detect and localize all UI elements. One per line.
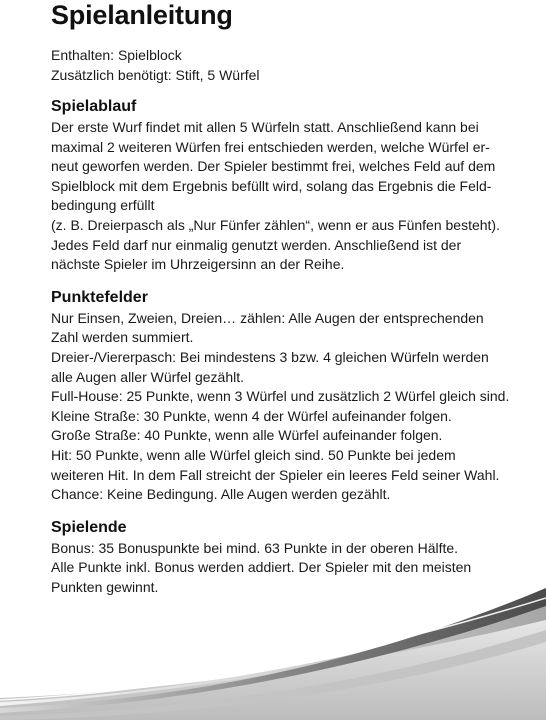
section-heading: Punktefelder [51, 288, 148, 306]
page-title: Spielanleitung [51, 0, 233, 30]
text-line: Zahl werden summiert. [51, 329, 194, 346]
text-line: bedingung erfüllt [51, 197, 155, 214]
text-line: alle Augen aller Würfel gezählt. [51, 368, 244, 385]
decorative-swoosh-graphic [0, 580, 546, 720]
text-line: Hit: 50 Punkte, wenn alle Würfel gleich sind. 50 Punkte bei jedem [51, 446, 456, 463]
section-heading: Spielende [51, 518, 127, 536]
section-heading: Spielablauf [51, 98, 137, 115]
section-body [51, 118, 531, 275]
text-line: Bonus: 35 Bonuspunkte bei mind. 63 Punkte in der oberen Hälfte. [51, 539, 459, 556]
contents-line: Enthalten: Spielblock [51, 47, 182, 63]
text-line: Punkten gewinnt. [51, 578, 159, 595]
text-line: weiteren Hit. In dem Fall streicht der Spieler ein leeres Feld seiner Wahl. [51, 466, 500, 483]
section-body [51, 309, 531, 505]
text-line: Nur Einsen, Zweien, Dreien… zählen: Alle Augen der entsprechenden [51, 309, 484, 326]
text-line: maximal 2 weiteren Würfen frei entschieden werden, welche Würfel er- [51, 138, 490, 155]
text-line: Jedes Feld darf nur einmalig genutzt werden. Anschließend ist der [51, 236, 462, 253]
text-line: nächste Spieler im Uhrzeigersinn an der Reihe. [51, 256, 345, 273]
text-line: neut geworfen werden. Der Spieler bestimmt frei, welches Feld auf dem [51, 158, 496, 175]
text-line: Große Straße: 40 Punkte, wenn alle Würfel aufeinander folgen. [51, 427, 443, 444]
text-line: Dreier-/Viererpasch: Bei mindestens 3 bzw. 4 gleichen Würfeln werden [51, 348, 489, 365]
page-content [51, 0, 531, 597]
text-line: Full-House: 25 Punkte, wenn 3 Würfel und zusätzlich 2 Würfel gleich sind. [51, 388, 510, 405]
section-gameplay [51, 97, 531, 275]
text-line: Alle Punkte inkl. Bonus werden addiert. Der Spieler mit den meisten [51, 559, 472, 576]
text-line: Kleine Straße: 30 Punkte, wenn 4 der Würfel aufeinander folgen. [51, 407, 452, 424]
section-score-fields [51, 288, 531, 505]
requirements-line: Zusätzlich benötigt: Stift, 5 Würfel [51, 66, 260, 83]
text-line: Der erste Wurf findet mit allen 5 Würfeln statt. Anschließend kann bei [51, 119, 479, 135]
text-line: (z. B. Dreierpasch als „Nur Fünfer zählen“, wenn er aus Fünfen besteht). [51, 216, 500, 233]
text-line: Spielblock mit dem Ergebnis befüllt wird, solang das Ergebnis die Feld- [51, 177, 492, 194]
intro-block [51, 46, 531, 85]
text-line: Chance: Keine Bedingung. Alle Augen werden gezählt. [51, 486, 391, 503]
